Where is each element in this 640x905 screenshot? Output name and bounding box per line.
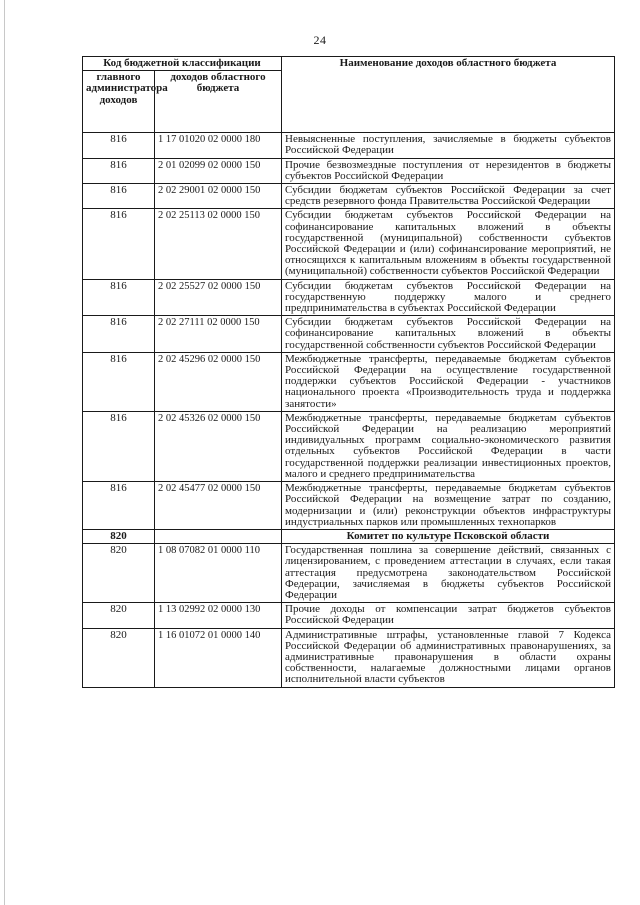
table-row <box>83 133 615 158</box>
administrator-code-cell: 816 <box>83 279 155 316</box>
table-row <box>83 628 615 687</box>
revenue-name-cell: Комитет по культуре Псковской области <box>282 529 615 543</box>
table-row <box>83 209 615 279</box>
table-row <box>83 482 615 530</box>
revenue-code-cell: 2 02 25527 02 0000 150 <box>155 279 282 316</box>
administrator-code-cell: 820 <box>83 529 155 543</box>
revenue-name-cell: Государственная пошлина за совершение действий, связанных с лицензированием, с проведением аттестации в случаях, если такая аттестация предусмотрена законодательством Российской Федерации, зачисляемая в бюджеты субъектов Российской Федерации <box>282 544 615 603</box>
revenue-name-cell: Субсидии бюджетам субъектов Российской Федерации на софинансирование капитальных вложений в объекты государственной (муниципальной) собственности субъектов Российской Федерации и (или) софинансирование мероприятий, не относящихся к капитальным вложениям в объекты государственной (муниципальной) собственности субъектов Российской Федерации <box>282 209 615 279</box>
header-revenue-code: доходов областного бюджета <box>155 71 282 133</box>
administrator-code-cell: 816 <box>83 209 155 279</box>
page-number: 24 <box>313 33 327 47</box>
header-main-administrator: главного администратора доходов <box>83 71 155 133</box>
administrator-code-cell: 816 <box>83 133 155 158</box>
administrator-code-cell: 816 <box>83 411 155 481</box>
administrator-code-cell: 816 <box>83 158 155 183</box>
administrator-code-cell: 820 <box>83 628 155 687</box>
revenue-code-cell: 2 02 45296 02 0000 150 <box>155 352 282 411</box>
revenue-code-cell: 2 02 45477 02 0000 150 <box>155 482 282 530</box>
table-header-row-group <box>83 57 615 71</box>
revenue-name-cell: Невыясненные поступления, зачисляемые в бюджеты субъектов Российской Федерации <box>282 133 615 158</box>
revenue-code-cell: 1 08 07082 01 0000 110 <box>155 544 282 603</box>
administrator-code-cell: 816 <box>83 352 155 411</box>
revenue-name-cell: Субсидии бюджетам субъектов Российской Федерации на софинансирование капитальных вложений в объекты государственной собственности субъектов Российской Федерации <box>282 316 615 353</box>
revenue-code-cell: 1 13 02992 02 0000 130 <box>155 603 282 628</box>
table-row <box>83 158 615 183</box>
revenue-name-cell: Межбюджетные трансферты, передаваемые бюджетам субъектов Российской Федерации на возмещение затрат по созданию, модернизации и (или) реконструкции объектов инфраструктуры индустриальных парков или промышленных технопарков <box>282 482 615 530</box>
table-row <box>83 411 615 481</box>
revenue-code-cell: 2 02 29001 02 0000 150 <box>155 184 282 209</box>
revenue-code-cell: 2 02 45326 02 0000 150 <box>155 411 282 481</box>
revenue-code-cell: 2 01 02099 02 0000 150 <box>155 158 282 183</box>
revenue-name-cell: Прочие безвозмездные поступления от нерезидентов в бюджеты субъектов Российской Федерации <box>282 158 615 183</box>
table-body <box>83 133 615 687</box>
revenue-name-cell: Межбюджетные трансферты, передаваемые бюджетам субъектов Российской Федерации на реализацию мероприятий индивидуальных программ социально-экономического развития отдельных субъектов Российской Федерации в части государственной поддержки реализации инвестиционных проектов, малого и среднего предпринимательства <box>282 411 615 481</box>
header-budget-classification-code: Код бюджетной классификации <box>83 57 282 71</box>
revenue-code-cell: 2 02 27111 02 0000 150 <box>155 316 282 353</box>
table-row <box>83 184 615 209</box>
section-row <box>83 529 615 543</box>
revenue-code-cell: 1 17 01020 02 0000 180 <box>155 133 282 158</box>
revenue-name-cell: Субсидии бюджетам субъектов Российской Федерации на государственную поддержку малого и среднего предпринимательства в субъектах Российской Федерации <box>282 279 615 316</box>
revenue-name-cell: Межбюджетные трансферты, передаваемые бюджетам субъектов Российской Федерации на осуществление государственной поддержки субъектов Российской Федерации - участников национального проекта «Производительность труда и поддержка занятости» <box>282 352 615 411</box>
revenue-code-cell: 1 16 01072 01 0000 140 <box>155 628 282 687</box>
revenue-code-cell: 2 02 25113 02 0000 150 <box>155 209 282 279</box>
table-row <box>83 352 615 411</box>
administrator-code-cell: 816 <box>83 184 155 209</box>
scan-edge-line <box>4 0 5 905</box>
administrator-code-cell: 820 <box>83 603 155 628</box>
table-row <box>83 603 615 628</box>
revenue-name-cell: Прочие доходы от компенсации затрат бюджетов субъектов Российской Федерации <box>282 603 615 628</box>
administrator-code-cell: 816 <box>83 482 155 530</box>
budget-classification-table <box>82 56 615 688</box>
administrator-code-cell: 816 <box>83 316 155 353</box>
revenue-name-cell: Субсидии бюджетам субъектов Российской Федерации за счет средств резервного фонда Правительства Российской Федерации <box>282 184 615 209</box>
table-row <box>83 316 615 353</box>
revenue-name-cell: Административные штрафы, установленные главой 7 Кодекса Российской Федерации об административных правонарушениях, за административные правонарушения в области охраны собственности, налагаемые должностными лицами органов исполнительной власти субъектов <box>282 628 615 687</box>
table-row <box>83 544 615 603</box>
table-row <box>83 279 615 316</box>
administrator-code-cell: 820 <box>83 544 155 603</box>
revenue-code-cell <box>155 529 282 543</box>
header-revenue-name: Наименование доходов областного бюджета <box>282 57 615 133</box>
